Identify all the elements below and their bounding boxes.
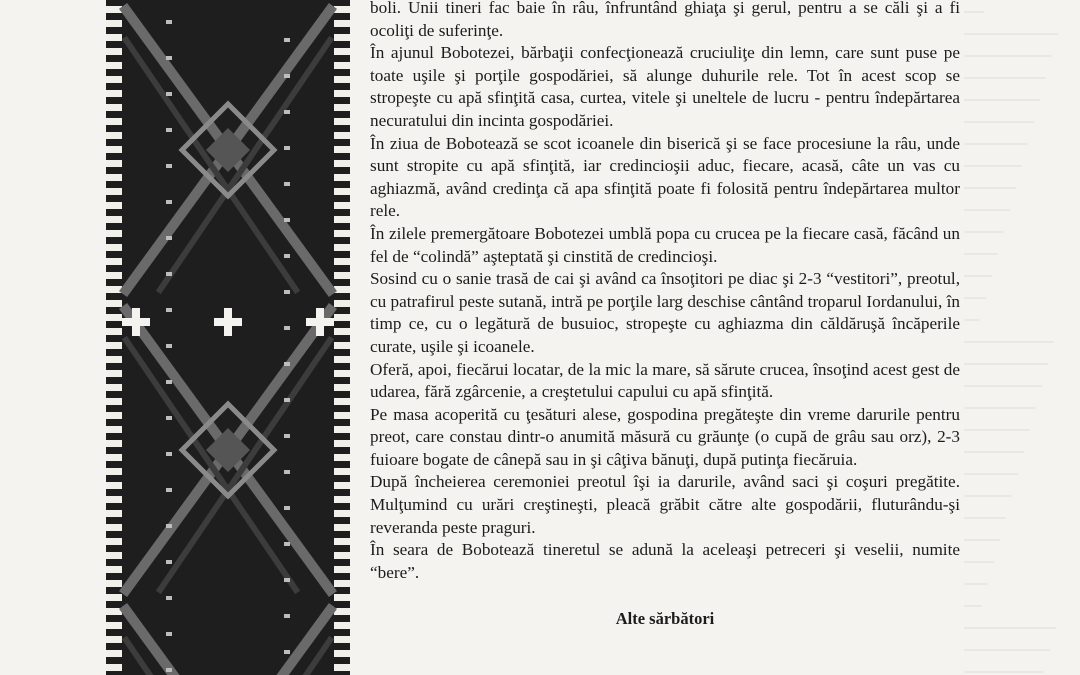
paragraph: În ziua de Bobotează se scot icoanele din biserică şi se face procesiune la râu, unde sunt stropite cu apă sfinţită, iar credincioşii aduc, fiecare, acasă, câte un vas cu aghiazmă, având credinţa că apa sfinţită poate fi folosită pentru îndepărtarea multor rele.	[370, 133, 960, 221]
bleed-through-texture	[960, 0, 1080, 675]
paragraph: După încheierea ceremoniei preotul îşi ia darurile, având saci şi coşuri pregătite. Mulţumind cu urări creştineşti, pleacă grăbit către alte gospodării, fluturându-şi reveranda peste praguri.	[370, 472, 960, 537]
paragraph: boli. Unii tineri fac baie în râu, înfruntând ghiaţa şi gerul, pentru a se căli şi a fi ocoliţi de suferinţe.	[370, 0, 960, 40]
woven-textile-border	[106, 0, 350, 675]
section-heading: Alte sărbători	[615, 609, 715, 629]
paragraph: În ajunul Bobotezei, bărbaţii confecţionează cruciuliţe din lemn, care sunt puse pe toate uşile şi porţile gospodăriei, să alunge duhurile rele. Tot în acest scop se stropeşte cu apă sfinţită casa, curtea, vitele şi uneltele de lucru - pentru îndepărtarea necuratului din incinta gospodăriei.	[370, 43, 960, 130]
woven-textile-pattern-icon	[106, 0, 350, 675]
paragraph: În zilele premergătoare Bobotezei umblă popa cu crucea pe la fiecare casă, făcând un fel de “colindă” aşteptată şi cinstită de credincioşi.	[370, 223, 960, 266]
paragraph: Oferă, apoi, fiecărui locatar, de la mic la mare, să sărute crucea, însoţind acest gest de udarea, fără zgârcenie, a creştetului capului cu apă sfinţită.	[370, 359, 960, 402]
article-text	[370, 0, 960, 675]
paragraph: Pe masa acoperită cu ţesături alese, gospodina pregăteşte din vreme darurile pentru preot, care constau dintr-o anumită măsură cu grăunţe (o cupă de grâu sau orz), 2-3 fuioare bogate de cânepă sau in şi câţiva bănuţi, după putinţa fiecăruia.	[370, 404, 960, 469]
paragraph: Sosind cu o sanie trasă de cai şi având ca însoţitori pe diac şi 2-3 “vestitori”, preotul, cu patrafirul peste sutană, intră pe porţile larg deschise cântând troparul Iordanului, în timp ce, cu o legătură de busuioc, stropeşte cu aghiazma din căldăruşă încăperile curate, uşile şi icoanele.	[370, 269, 960, 356]
paragraph: În seara de Bobotează tineretul se adună la aceleaşi petreceri şi veselii, numite “bere”.	[370, 540, 960, 582]
